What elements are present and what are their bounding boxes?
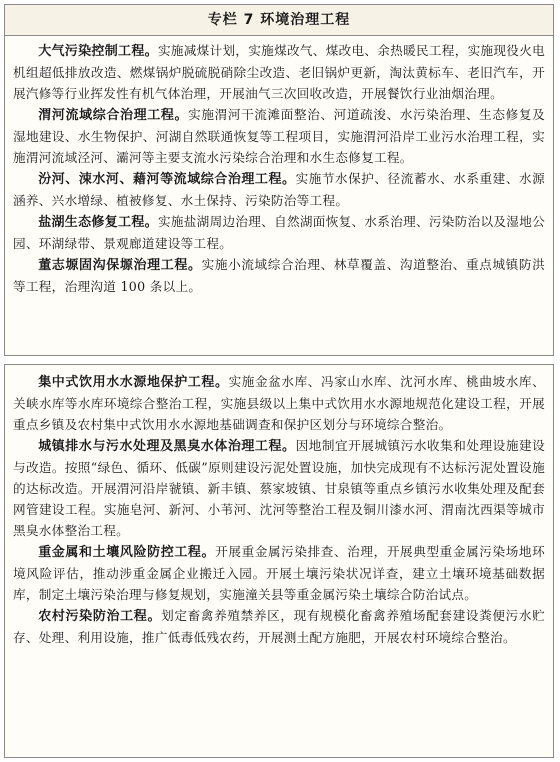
item-heading: 集中式饮用水水源地保护工程。 [38,375,229,390]
item-body: 划定畜禽养殖禁养区，现有规模化畜禽养殖场配套建设粪便污水贮存、处理、利用设施，推广低毒低残农药，开展测土配方施肥，开展农村环境综合整治。 [13,608,546,645]
item-heavy-metal-soil [13,541,545,605]
item-heading: 城镇排水与污水处理及黑臭水体治理工程。 [38,439,296,454]
item-heading: 农村污染防治工程。 [38,609,162,624]
item-body: 实施金盆水库、冯家山水库、沈河水库、桃曲坡水库、关峡水库等水库环境综合整治工程，实施县级以上集中式饮用水水源地规范化建设工程，开展重点乡镇及农村集中式饮用水水源地基础调查和保护区划分与环境综合整治。 [13,374,545,432]
item-heading: 大气污染控制工程。 [38,44,158,59]
item-body: 实施渭河干流滩面整治、河道疏浚、水污染治理、生态修复及湿地建设、水生物保护、河湖自然联通恢复等工程项目，实施渭河沿岸工业污水治理工程，实施渭河流域泾河、灞河等主要支流水污染综合治理和水生态修复工程。 [13,107,545,165]
box-title: 专栏 7 环境治理工程 [5,5,553,36]
item-heading: 渭河流域综合治理工程。 [38,108,189,123]
item-body: 实施节水保护、径流蓄水、水系重建、水源涵养、兴水增绿、植被修复、水土保持、污染防治等工程。 [13,171,545,208]
item-dongzhiyuan [13,254,545,297]
item-rural-pollution [13,605,545,648]
item-drinking-water [13,371,545,435]
item-body: 实施盐湖周边治理、自然湖面恢复、水系治理、污染防治以及湿地公园、环湖绿带、景观廊道建设等工程。 [13,214,546,251]
item-salt-lake [13,211,545,254]
item-heading: 汾河、涑水河、藉河等流域综合治理工程。 [38,172,296,187]
item-body: 开展重金属污染排查、治理，开展典型重金属污染场地环境风险评估，推动涉重金属企业搬迁入园。开展土壤污染状况详查，建立土壤环境基础数据库，制定土壤污染治理与修复规划，实施潼关县等重金属污染土壤综合防治试点。 [13,544,545,602]
item-body: 实施小流域综合治理、林草覆盖、沟道整治、重点城镇防洪等工程，治理沟道 100 条以上。 [13,257,545,294]
item-weihe-basin [13,104,545,168]
item-fenhe-basins [13,168,545,211]
item-body: 因地制宜开展城镇污水收集和处理设施建设与改造。按照“绿色、循环、低碳”原则建设污泥处置设施，加快完成现有不达标污泥处置设施的达标改造。开展渭河沿岸虢镇、新丰镇、蔡家坡镇、甘泉镇等重点乡镇污水收集处理及配套网管建设工程。实施皂河、新河、小苇河、沈河等整治工程及铜川漆水河、渭南沈西渠等城市黑臭水体整治工程。 [13,438,545,538]
box-content-bottom [5,365,553,648]
column-box-top [4,4,554,356]
item-heading: 盐湖生态修复工程。 [38,215,158,230]
box-content-top [5,36,553,297]
item-body: 实施减煤计划，实施煤改气、煤改电、余热暖民工程，实施现役火电机组超低排放改造、燃煤锅炉脱硫脱硝除尘改造、老旧锅炉更新，淘汰黄标车、老旧汽车，开展汽修等行业挥发性有机气体治理，开展油气三次回收改造，开展餐饮行业油烟治理。 [13,43,546,101]
item-heading: 重金属和土壤风险防控工程。 [38,545,216,560]
item-urban-sewage [13,435,545,541]
item-air-pollution [13,40,545,104]
item-heading: 董志塬固沟保塬治理工程。 [38,258,202,273]
column-box-bottom [4,364,554,758]
